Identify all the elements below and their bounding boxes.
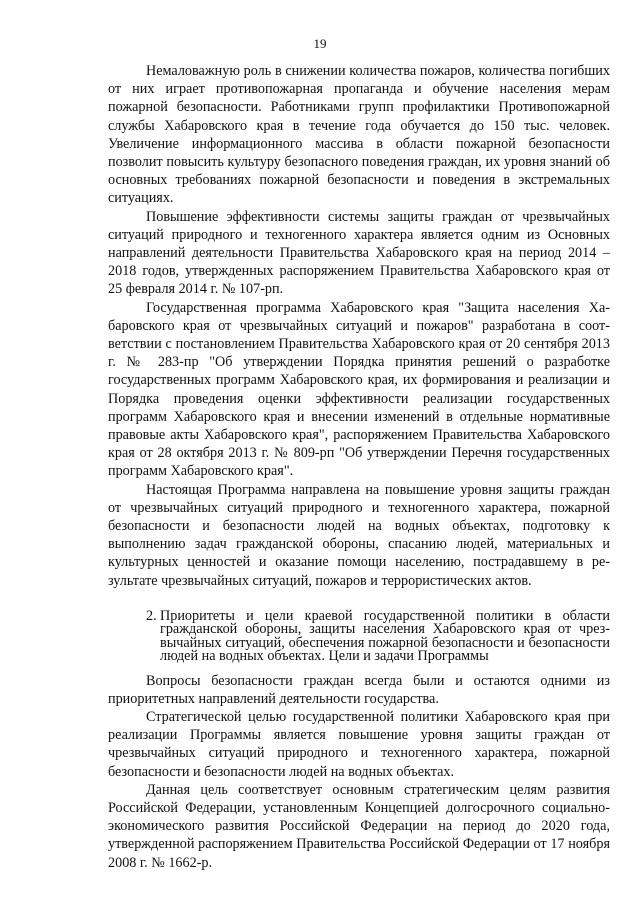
page-number: 19 [313, 36, 327, 51]
paragraph-government-priorities: Повышение эффективности системы защиты граждан от чрезвычайных ситуаций природного и техногенного характера является одним из Основных направлений деятельности Правительства Хабаровского края на период 2014 – 2018 годов, утвержденных распоряжением Правительства Хабаровского края от 25 февраля 2014 г. № 107-рп. [108, 208, 610, 298]
paragraph-strategic-goal: Стратегической целью государственной политики Хабаровского края при реализации Программы является повышение уровня защиты граждан от чрезвычайных ситуаций природного и техногенного характера, пожарной безопасности и безопасности людей на водных объектах. [108, 708, 610, 780]
paragraph-program-basis: Государственная программа Хабаровского края "Защита населения Хабаровского края от чрезвычайных ситуаций и пожаров" разработана в соответствии с постановлением Правительства Хабаровского края от 20 сентября 2013 г. № 283-пр "Об утверждении Порядка принятия решений о разработке государственных программ Хабаровского края, их формирования и реализации и Порядка проведения оценки эффективности реализации государственных программ Хабаровского края и внесении изменений в отдельные нормативные правовые акты Хабаровского края", распоряжением Правительства Хабаровского края от 28 октября 2013 г. № 809-рп "Об утверждении Перечня государственных программ Хабаровского края". [108, 299, 610, 480]
document-body [108, 62, 610, 872]
paragraph-security-priority: Вопросы безопасности граждан всегда были и остаются одними из приоритетных направлений деятельности государства. [108, 672, 610, 707]
section-number: 2. [146, 607, 157, 624]
paragraph-fire-prevention-training: Немаловажную роль в снижении количества пожаров, количества погибших от них играет противопожарная пропаганда и обучение населения мерам пожарной безопасности. Работниками групп профилактики Противопожарной службы Хабаровского края в течение года обучается до 150 тыс. человек. Увеличение информационного массива в области пожарной безопасности позволит повысить культуру безопасного поведения граждан, их уровня знаний об основных требованиях пожарной безопасности и поведения в экстремальных ситуациях. [108, 63, 610, 207]
paragraph-program-purpose: Настоящая Программа направлена на повышение уровня защиты граждан от чрезвычайных ситуаций природного и техногенного характера, пожарной безопасности и безопасности людей на водных объектах, подготовку к выполнению задач гражданской обороны, спасанию людей, материальных и культурных ценностей и оказание помощи населению, пострадавшему в результате чрезвычайных ситуаций, пожаров и террористических актов. [108, 481, 610, 589]
section-heading [108, 607, 610, 665]
paragraph-goal-conformity: Данная цель соответствует основным стратегическим целям развития Российской Федерации, установленным Концепцией долгосрочного социально-экономического развития Российской Федерации на период до 2020 года, утвержденной распоряжением Правительства Российской Федерации от 17 ноября 2008 г. № 1662-р. [108, 781, 610, 871]
section-title: Приоритеты и цели краевой государственной политики в области гражданской обороны, защиты населения Хабаровского края от чрезвычайных ситуаций, обеспечения пожарной безопасности и безопасности людей на водных объектах. Цели и задачи Программы [160, 607, 610, 665]
